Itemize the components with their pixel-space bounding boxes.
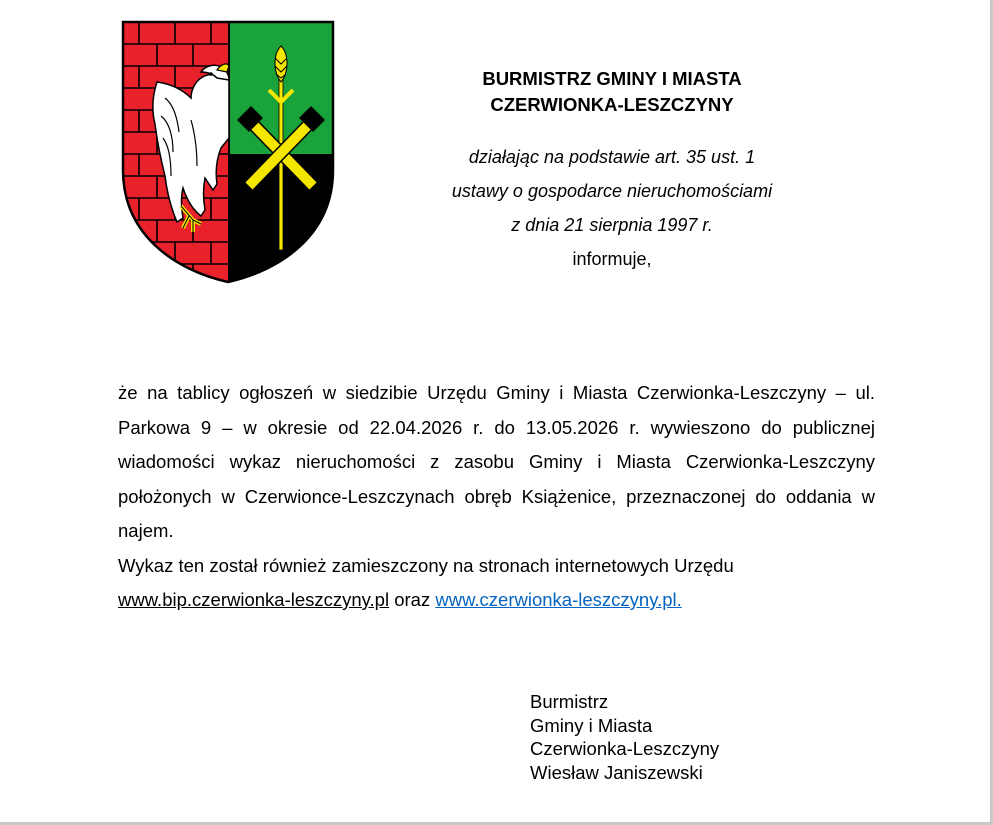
title-line-1: BURMISTRZ GMINY I MIASTA (482, 68, 742, 89)
notice-links-line (118, 583, 875, 618)
page-title (412, 66, 812, 118)
legal-basis (392, 140, 832, 276)
notice-paragraph-1: że na tablicy ogłoszeń w siedzibie Urzędu Gminy i Miasta Czerwionka-Leszczyny – ul. Parkowa 9 – w okresie od 22.04.2026 r. do 13.05.2026 r. wywieszono do publicznej wiadomości wykaz nieruchomości z zasobu Gminy i Miasta Czerwionka-Leszczyny położonych w Czerwionce-Leszczynach obręb Książenice, przeznaczonej do oddania w najem. (118, 382, 875, 541)
signature-line-3: Czerwionka-Leszczyny (530, 738, 720, 759)
connector-text: oraz (394, 589, 431, 610)
signature-line-1: Burmistrz (530, 691, 609, 712)
title-line-2: CZERWIONKA-LESZCZYNY (490, 94, 734, 115)
coat-of-arms-emblem (121, 20, 335, 284)
legal-basis-line-2: ustawy o gospodarce nieruchomościami (451, 181, 773, 201)
signature-line-2: Gminy i Miasta (530, 714, 653, 736)
signature-block (530, 690, 719, 784)
link-period: . (676, 589, 682, 610)
bip-link[interactable]: www.bip.czerwionka-leszczyny.pl (118, 589, 390, 610)
informs-line: informuje, (572, 249, 652, 269)
legal-basis-line-1: działając na podstawie art. 35 ust. 1 (468, 147, 756, 167)
signature-name: Wiesław Janiszewski (530, 761, 703, 783)
legal-basis-line-3: z dnia 21 sierpnia 1997 r. (511, 215, 713, 235)
website-link[interactable]: www.czerwionka-leszczyny.pl (435, 589, 677, 610)
notice-paragraph-2: Wykaz ten został również zamieszczony na stronach internetowych Urzędu (118, 554, 734, 576)
notice-body (118, 376, 875, 618)
